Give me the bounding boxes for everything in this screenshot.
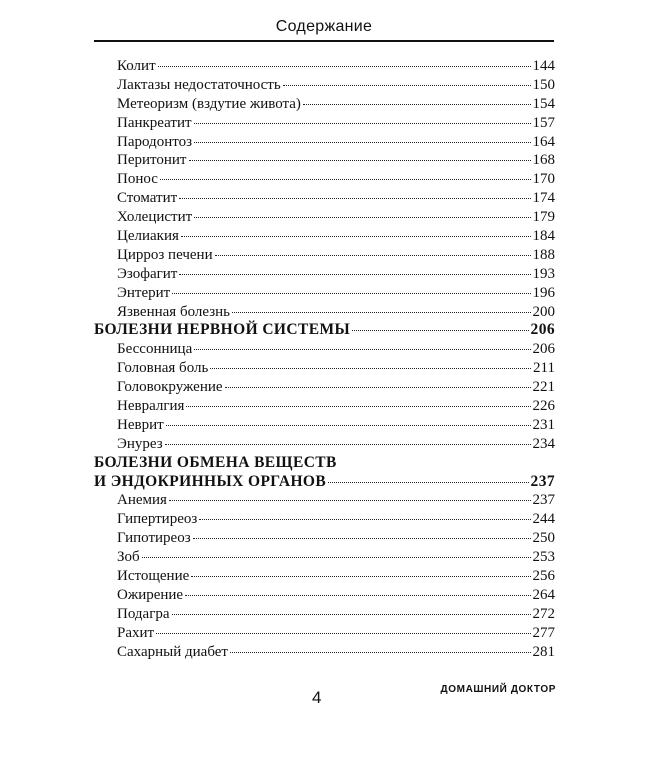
dot-leader <box>185 594 530 596</box>
dot-leader <box>193 537 531 539</box>
toc-entry-page-number: 237 <box>530 472 555 490</box>
toc-entry[interactable] <box>94 151 555 170</box>
toc-section-heading[interactable] <box>94 321 555 340</box>
dot-leader <box>352 329 528 331</box>
toc-entry-page-number: 226 <box>532 398 555 415</box>
toc-entry-label: Рахит <box>117 624 155 641</box>
toc-entry-label: Подагра <box>117 605 170 622</box>
toc-entry-label: Головная боль <box>117 360 209 377</box>
dot-leader <box>303 103 531 105</box>
table-of-contents <box>94 57 555 662</box>
toc-entry-page-number: 221 <box>532 379 555 396</box>
dot-leader <box>142 556 531 558</box>
toc-entry-page-number: 234 <box>532 435 555 452</box>
dot-leader <box>158 65 531 67</box>
dot-leader <box>194 216 530 218</box>
toc-entry[interactable] <box>94 624 555 643</box>
toc-entry[interactable] <box>94 567 555 586</box>
dot-leader <box>230 651 531 653</box>
dot-leader <box>194 141 531 143</box>
toc-entry[interactable] <box>94 586 555 605</box>
toc-entry-page-number: 168 <box>532 152 555 169</box>
toc-entry-label: Гипотиреоз <box>117 530 191 547</box>
toc-entry-label: БОЛЕЗНИ НЕРВНОЙ СИСТЕМЫ <box>94 321 351 339</box>
dot-leader <box>172 613 531 615</box>
dot-leader <box>199 518 530 520</box>
dot-leader <box>194 348 530 350</box>
toc-entry[interactable] <box>94 378 555 397</box>
toc-entry-label: Головокружение <box>117 379 223 396</box>
dot-leader <box>283 84 531 86</box>
toc-entry-page-number: 244 <box>532 511 555 528</box>
dot-leader <box>160 178 531 180</box>
toc-entry-page-number: 157 <box>532 114 555 131</box>
toc-entry[interactable] <box>94 208 555 227</box>
toc-entry[interactable] <box>94 57 555 76</box>
toc-entry-label: Анемия <box>117 492 167 509</box>
dot-leader <box>215 254 531 256</box>
toc-entry-label: Эзофагит <box>117 265 178 282</box>
toc-entry-label: Бессонница <box>117 341 193 358</box>
toc-entry-label: Зоб <box>117 549 140 566</box>
page-header-title: Содержание <box>275 18 373 35</box>
toc-entry-page-number: 154 <box>532 95 555 112</box>
toc-entry-page-number: 174 <box>532 190 555 207</box>
toc-entry-label: Неврит <box>117 416 164 433</box>
toc-entry[interactable] <box>94 227 555 246</box>
toc-entry-label: Энурез <box>117 435 163 452</box>
toc-entry-label: Гипертиреоз <box>117 511 198 528</box>
toc-entry-page-number: 272 <box>532 605 555 622</box>
toc-entry[interactable] <box>94 397 555 416</box>
toc-entry[interactable] <box>94 189 555 208</box>
page-number: 4 <box>312 688 322 707</box>
toc-entry[interactable] <box>94 529 555 548</box>
toc-entry-label: Целиакия <box>117 228 179 245</box>
toc-entry[interactable] <box>94 95 555 114</box>
toc-entry[interactable] <box>94 133 555 152</box>
dot-leader <box>179 273 530 275</box>
toc-entry-page-number: 211 <box>533 360 555 377</box>
dot-leader <box>169 499 531 501</box>
toc-entry-page-number: 196 <box>532 284 555 301</box>
toc-entry[interactable] <box>94 548 555 567</box>
toc-entry-page-number: 237 <box>532 492 555 509</box>
toc-entry-page-number: 250 <box>532 530 555 547</box>
toc-entry-page-number: 188 <box>532 246 555 263</box>
toc-entry-label: Невралгия <box>117 398 185 415</box>
toc-entry[interactable] <box>94 114 555 133</box>
toc-entry[interactable] <box>94 170 555 189</box>
toc-entry[interactable] <box>94 643 555 662</box>
dot-leader <box>210 367 531 369</box>
dot-leader <box>165 443 531 445</box>
toc-entry-label: И ЭНДОКРИННЫХ ОРГАНОВ <box>94 472 327 490</box>
toc-entry[interactable] <box>94 435 555 454</box>
toc-entry-label: Холецистит <box>117 209 193 226</box>
toc-entry[interactable] <box>94 605 555 624</box>
toc-entry-label: Ожирение <box>117 586 184 603</box>
toc-entry-label: Сахарный диабет <box>117 643 228 660</box>
toc-entry-page-number: 179 <box>532 209 555 226</box>
book-series-title: ДОМАШНИЙ ДОКТОР <box>440 684 556 695</box>
dot-leader <box>179 197 530 199</box>
dot-leader <box>186 405 530 407</box>
toc-entry[interactable] <box>94 359 555 378</box>
toc-section-heading[interactable] <box>94 473 555 492</box>
toc-entry-page-number: 144 <box>532 58 555 74</box>
toc-entry[interactable] <box>94 76 555 95</box>
toc-entry-label: Цирроз печени <box>117 246 213 263</box>
toc-entry-label: Понос <box>117 171 158 188</box>
toc-entry-label: Метеоризм (вздутие живота) <box>117 95 301 112</box>
toc-entry[interactable] <box>94 416 555 435</box>
toc-entry[interactable] <box>94 510 555 529</box>
toc-entry-label: Лактазы недостаточность <box>117 76 281 93</box>
toc-entry-label: Перитонит <box>117 152 187 169</box>
dot-leader <box>194 122 531 124</box>
toc-entry[interactable] <box>94 265 555 284</box>
toc-entry-page-number: 253 <box>532 549 555 566</box>
toc-entry[interactable] <box>94 246 555 265</box>
dot-leader <box>328 481 528 483</box>
toc-entry-page-number: 256 <box>532 568 555 585</box>
toc-entry-page-number: 193 <box>532 265 555 282</box>
dot-leader <box>156 632 530 634</box>
toc-entry-page-number: 281 <box>532 643 555 660</box>
dot-leader <box>181 235 531 237</box>
toc-entry-page-number: 184 <box>532 228 555 245</box>
toc-entry[interactable] <box>94 491 555 510</box>
dot-leader <box>189 159 531 161</box>
toc-entry-label: Язвенная болезнь <box>117 303 230 320</box>
toc-entry-label: Колит <box>117 58 156 74</box>
toc-entry-label: Энтерит <box>117 284 171 301</box>
dot-leader <box>225 386 531 388</box>
header-rule <box>94 40 554 42</box>
dot-leader <box>166 424 531 426</box>
toc-entry[interactable] <box>94 284 555 303</box>
dot-leader <box>172 292 530 294</box>
toc-entry-page-number: 206 <box>532 341 555 358</box>
toc-entry-label: Пародонтоз <box>117 133 192 150</box>
toc-entry-page-number: 264 <box>532 586 555 603</box>
toc-section-heading-line1[interactable]: БОЛЕЗНИ ОБМЕНА ВЕЩЕСТВ <box>94 453 337 471</box>
dot-leader <box>232 311 531 313</box>
toc-entry-label: Истощение <box>117 568 190 585</box>
toc-entry-page-number: 200 <box>532 303 555 320</box>
toc-entry-page-number: 164 <box>532 133 555 150</box>
toc-entry-page-number: 206 <box>530 321 555 339</box>
toc-entry-label: Панкреатит <box>117 114 192 131</box>
toc-entry-page-number: 277 <box>532 624 555 641</box>
toc-entry-page-number: 231 <box>532 416 555 433</box>
dot-leader <box>191 575 530 577</box>
toc-entry-label: Стоматит <box>117 190 178 207</box>
toc-entry[interactable] <box>94 303 555 322</box>
toc-entry[interactable] <box>94 340 555 359</box>
toc-entry-page-number: 170 <box>532 171 555 188</box>
toc-entry-page-number: 150 <box>532 76 555 93</box>
